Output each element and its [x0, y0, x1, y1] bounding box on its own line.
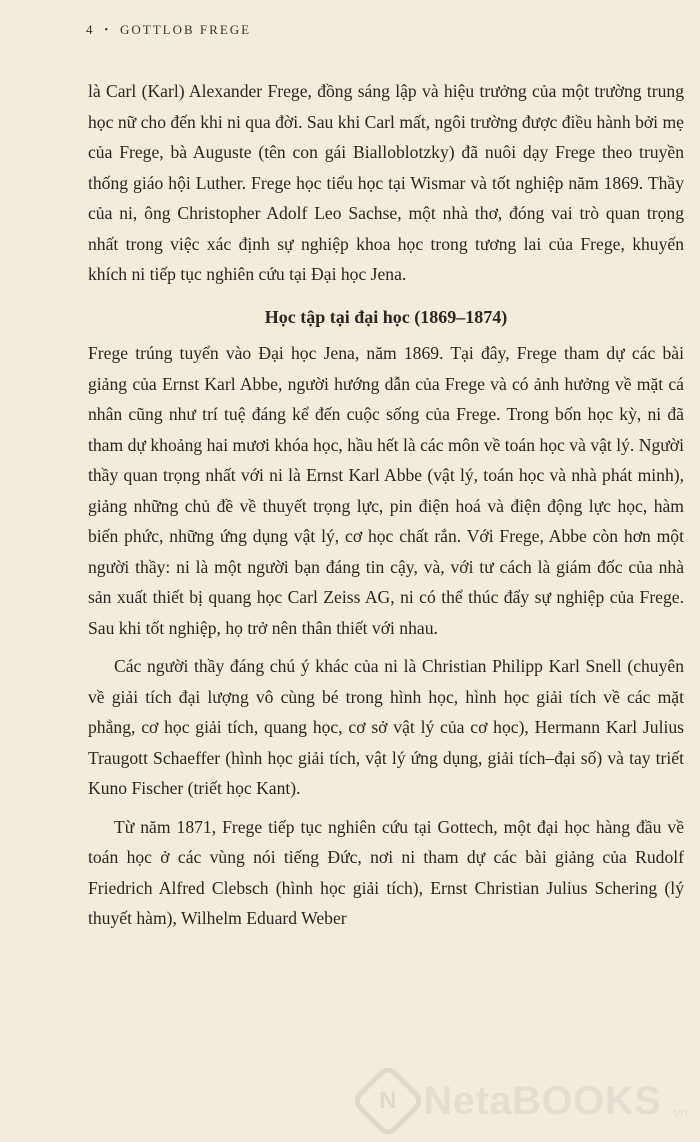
header-separator: •: [104, 24, 111, 36]
paragraph-university: Frege trúng tuyển vào Đại học Jena, năm 1869. Tại đây, Frege tham dự các bài giảng của Ernst Karl Abbe, người hướng dẫn của Frege và có ảnh hưởng về mặt cá nhân cũng như trí tuệ đáng kể đến cuộc sống của Frege. Trong bốn học kỳ, ni đã tham dự khoảng hai mươi khóa học, hầu hết là các môn về toán học và vật lý. Người thầy quan trọng nhất với ni là Ernst Karl Abbe (vật lý, toán học và nhà phát minh), giảng những chủ đề về thuyết trọng lực, pin điện hoá và điện động lực học, hàm biến phức, những ứng dụng vật lý, cơ học chất rắn. Với Frege, Abbe còn hơn một người thầy: ni là một người bạn đáng tin cậy, và, với tư cách là giám đốc của nhà sản xuất thiết bị quang học Carl Zeiss AG, ni có thể thúc đẩy sự nghiệp của Frege. Sau khi tốt nghiệp, họ trở nên thân thiết với nhau.: [88, 343, 684, 638]
running-head: [86, 22, 251, 38]
paragraph-continued: là Carl (Karl) Alexander Frege, đồng sáng lập và hiệu trưởng của một trường trung học nữ cho đến khi ni qua đời. Sau khi Carl mất, ngôi trường được điều hành bởi mẹ của Frege, bà Auguste (tên con gái Bialloblotzky) đã nuôi dạy Frege theo truyền thống giáo hội Luther. Frege học tiểu học tại Wismar và tốt nghiệp năm 1869. Thầy của ni, ông Christopher Adolf Leo Sachse, một nhà thơ, đóng vai trò quan trọng nhất trong việc xác định sự nghiệp khoa học trong tương lai của Frege, khuyến khích ni tiếp tục nghiên cứu tại Đại học Jena.: [88, 81, 684, 284]
watermark-brand: NetaBOOKS: [423, 1078, 662, 1123]
section-heading: Học tập tại đại học (1869–1874): [264, 306, 508, 327]
body-text: [88, 76, 684, 934]
paragraph-gottech: Từ năm 1871, Frege tiếp tục nghiên cứu tại Gottech, một đại học hàng đầu về toán học ở các vùng nói tiếng Đức, nơi ni tham dự các bài giảng của Rudolf Friedrich Alfred Clebsch (hình học giải tích), Ernst Christian Julius Schering (lý thuyết hàm), Wilhelm Eduard Weber: [88, 816, 684, 928]
page-number: 4: [86, 22, 95, 37]
watermark: [361, 1074, 688, 1128]
netabooks-logo-icon: N: [350, 1063, 426, 1139]
watermark-suffix: .vn: [669, 1104, 688, 1120]
paragraph-other-teachers: Các người thầy đáng chú ý khác của ni là Christian Philipp Karl Snell (chuyên về giải tích đại lượng vô cùng bé trong hình học, hình học giải tích về các mặt phẳng, cơ học giải tích, quang học, cơ sở vật lý của cơ học), Hermann Karl Julius Traugott Schaeffer (hình học giải tích, vật lý ứng dụng, giải tích–đại số) và tay triết Kuno Fischer (triết học Kant).: [88, 656, 684, 798]
running-title: GOTTLOB FREGE: [120, 22, 252, 37]
